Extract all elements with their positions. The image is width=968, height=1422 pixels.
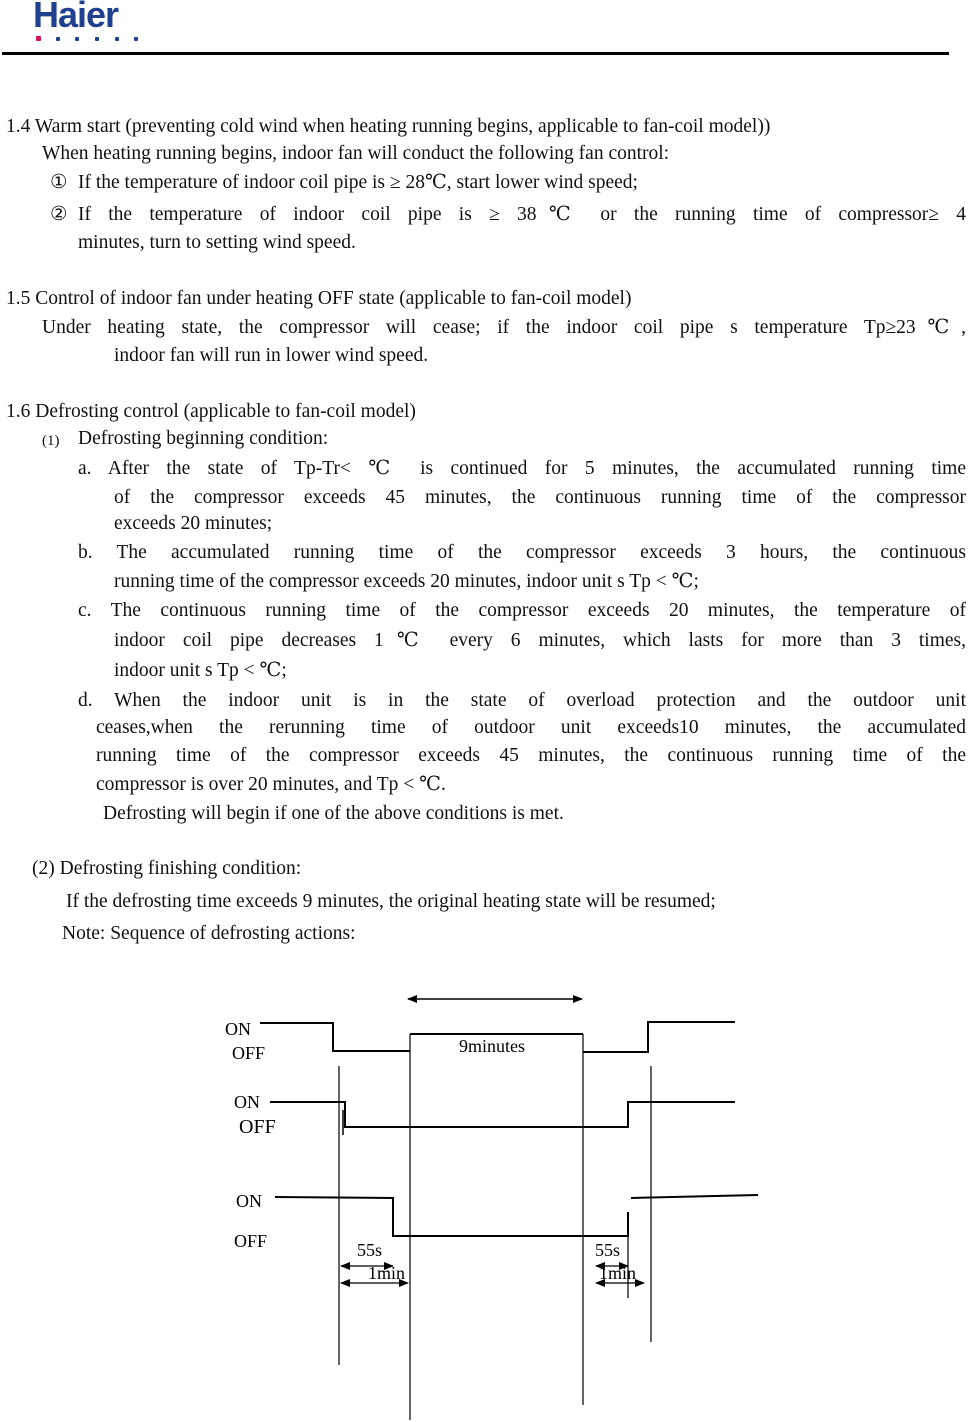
duration-label: 9minutes (459, 1036, 525, 1056)
right-1min-label: 1min (599, 1263, 637, 1283)
cond-a-line2: of the compressor exceeds 45 minutes, the continuous running time of the compressor (114, 487, 966, 508)
cond-d-line4: compressor is over 20 minutes, and Tp < ℃. (96, 774, 446, 795)
cond-b-line1: b. The accumulated running time of the compressor exceeds 3 hours, the continuous (78, 542, 966, 563)
section-1-4-intro: When heating running begins, indoor fan will conduct the following fan control: (42, 143, 670, 164)
section-1-6-title: 1.6 Defrosting control (applicable to fan-coil model) (6, 401, 416, 422)
section-1-4-title: 1.4 Warm start (preventing cold wind when heating running begins, applicable to fan-coil model)) (6, 116, 771, 137)
row1-off-label: OFF (232, 1043, 266, 1063)
cond-d-line2: ceases,when the rerunning time of outdoor unit exceeds10 minutes, the accumulated (96, 717, 966, 738)
cond-a-line1: a. After the state of Tp-Tr< ℃ is continued for 5 minutes, the accumulated running time (78, 458, 966, 479)
cond2-title: (2) Defrosting finishing condition: (32, 858, 302, 879)
defrost-begin-note: Defrosting will begin if one of the above conditions is met. (103, 803, 564, 824)
cond-c-line3: indoor unit s Tp < ℃; (114, 660, 287, 681)
right-55s-label: 55s (595, 1240, 621, 1260)
cond-c-line2: indoor coil pipe decreases 1℃ every 6 minutes, which lasts for more than 3 times, (114, 630, 966, 651)
row1-waveform-end (583, 1022, 735, 1052)
item2-line2: minutes, turn to setting wind speed. (78, 232, 356, 253)
row2-waveform (270, 1102, 735, 1127)
row3-on-label: ON (236, 1191, 262, 1211)
cond-c-line1: c. The continuous running time of the compressor exceeds 20 minutes, the temperature of (78, 600, 966, 621)
left-1min-label: 1min (368, 1263, 406, 1283)
sequence-note: Note: Sequence of defrosting actions: (62, 923, 356, 944)
item2-marker: ② (50, 204, 68, 225)
haier-logo: Haier (33, 0, 119, 35)
row3-waveform (275, 1197, 628, 1236)
row2-off-label: OFF (239, 1116, 276, 1138)
item2-line1: If the temperature of indoor coil pipe is ≥ 38℃ or the running time of compressor≥ 4 (78, 204, 966, 225)
item1-text: If the temperature of indoor coil pipe is ≥ 28℃, start lower wind speed; (78, 172, 638, 193)
cond-b-line2: running time of the compressor exceeds 20 minutes, indoor unit s Tp < ℃; (114, 571, 699, 592)
item1-marker: ① (50, 172, 68, 193)
cond-d-line3: running time of the compressor exceeds 45 minutes, the continuous running time of the (96, 745, 966, 766)
left-55s-label: 55s (357, 1240, 383, 1260)
cond2-text: If the defrosting time exceeds 9 minutes, the original heating state will be resumed; (66, 891, 716, 912)
cond-d-line1: d. When the indoor unit is in the state of overload protection and the outdoor unit (78, 690, 966, 711)
cond-a-line3: exceeds 20 minutes; (114, 513, 273, 534)
section-1-5-title: 1.5 Control of indoor fan under heating OFF state (applicable to fan-coil model) (6, 288, 632, 309)
section-1-5-line2: indoor fan will run in lower wind speed. (114, 345, 429, 366)
row3-off-label: OFF (234, 1231, 268, 1251)
row2-on-label: ON (234, 1092, 260, 1112)
cond1-marker: (1) (42, 433, 60, 449)
section-1-5-line1: Under heating state, the compressor will cease; if the indoor coil pipe s temperature Tp≥23℃, (42, 317, 966, 338)
row1-waveform (260, 1023, 410, 1051)
cond1-title: Defrosting beginning condition: (78, 428, 329, 449)
row1-on-label: ON (225, 1019, 251, 1039)
